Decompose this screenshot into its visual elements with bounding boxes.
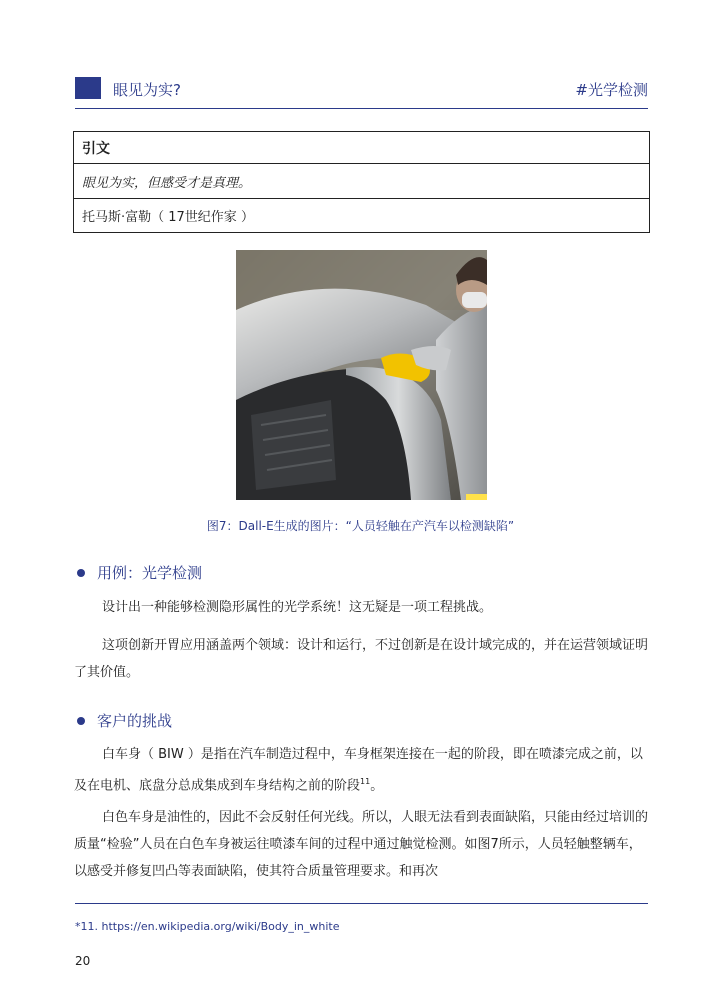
bullet-dot-icon <box>77 717 85 725</box>
footnote-ref: 11 <box>360 777 371 786</box>
page-number: 20 <box>75 954 91 968</box>
paragraph: 设计出一种能够检测隐形属性的光学系统！这无疑是一项工程挑战。 <box>102 600 493 615</box>
header-tag: #光学检测 <box>575 81 648 99</box>
footnote: *11. https://en.wikipedia.org/wiki/Body_in_white <box>75 920 340 933</box>
paragraph-text: 。 <box>370 778 384 794</box>
paragraph <box>74 741 648 799</box>
quote-text: 眼见为实，但感受才是真理。 <box>74 164 649 199</box>
section-heading-challenge <box>77 710 172 731</box>
quote-label: 引文 <box>74 132 649 164</box>
page-title: 眼见为实? <box>113 81 181 99</box>
paragraph: 这项创新开胃应用涵盖两个领域：设计和运行，不过创新是在设计域完成的，并在运营领域证明了其价值。 <box>74 638 649 680</box>
quote-box <box>73 131 650 233</box>
figure-image <box>236 250 487 500</box>
paragraph-text: 白车身（ BIW ）是指在汽车制造过程中，车身框架连接在一起的阶段，即在喷漆完成之前，以及在电机、底盘分总成集成到车身结构之前的阶段 <box>74 747 643 794</box>
car-inspection-illustration <box>236 250 487 500</box>
section-heading-text: 客户的挑战 <box>97 712 173 730</box>
section-heading-text: 用例：光学检测 <box>97 564 203 582</box>
footer-divider <box>75 903 648 904</box>
bullet-dot-icon <box>77 569 85 577</box>
section-heading-use-case <box>77 562 202 583</box>
header-square-icon <box>75 77 101 99</box>
quote-author: 托马斯·富勒（ 17世纪作家 ） <box>82 210 254 225</box>
header-divider <box>75 108 648 109</box>
paragraph: 白色车身是油性的，因此不会反射任何光线。所以，人眼无法看到表面缺陷，只能由经过培训的质量“检验”人员在白色车身被运往喷漆车间的过程中通过触觉检测。如图7所示，人员轻触整辆车，以感受并修复凹凸等表面缺陷，使其符合质量管理要求。和再次 <box>74 810 649 879</box>
figure-caption: 图7：Dall-E生成的图片：“人员轻触在产汽车以检测缺陷” <box>206 519 515 533</box>
